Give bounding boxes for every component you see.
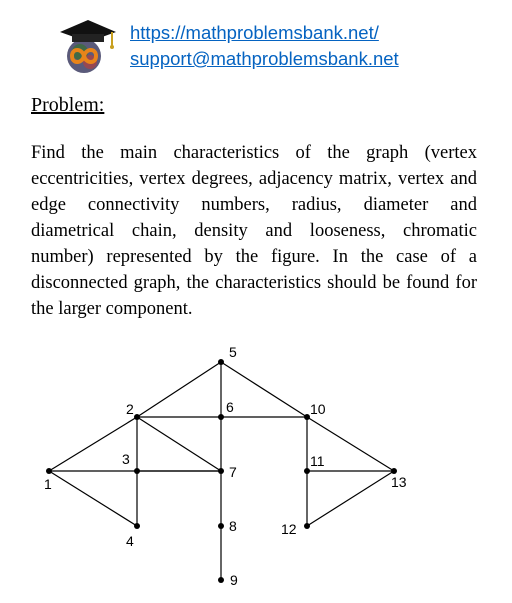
header	[58, 16, 498, 76]
graph-edge-12-13	[307, 471, 394, 526]
graph-vertex-4	[134, 523, 140, 529]
graph-edge-2-5	[137, 362, 221, 417]
graph-edge-5-10	[221, 362, 307, 417]
graph-vertex-6	[218, 414, 224, 420]
graph-vertex-label-10: 10	[310, 401, 326, 417]
graph-figure	[0, 340, 512, 603]
graph-vertex-7	[218, 468, 224, 474]
graph-vertex-label-8: 8	[229, 518, 237, 534]
graph-vertex-label-12: 12	[281, 521, 297, 537]
graph-vertex-1	[46, 468, 52, 474]
graph-vertex-label-3: 3	[122, 451, 130, 467]
graph-vertex-label-5: 5	[229, 344, 237, 360]
graph-vertex-label-2: 2	[126, 401, 134, 417]
website-link[interactable]: https://mathproblemsbank.net/	[130, 22, 379, 43]
graph-vertex-label-4: 4	[126, 533, 134, 549]
graph-vertex-label-1: 1	[44, 476, 52, 492]
graph-vertex-8	[218, 523, 224, 529]
problem-text: Find the main characteristics of the graph (vertex eccentricities, vertex degrees, adjacency matrix, vertex and edge connectivity numbers, radius, diameter and diametrical chain, density and looseness, chromatic number) represented by the figure. In the case of a disconnected graph, the characteristics should be found for the larger component.	[31, 143, 477, 319]
graph-vertex-label-6: 6	[226, 399, 234, 415]
email-link[interactable]: support@mathproblemsbank.net	[130, 48, 399, 69]
graph-vertex-label-11: 11	[310, 453, 325, 469]
problem-heading: Problem:	[31, 94, 105, 116]
graph-vertex-label-9: 9	[230, 572, 238, 588]
graph-vertex-5	[218, 359, 224, 365]
graph-vertex-9	[218, 577, 224, 583]
graph-edge-1-4	[49, 471, 137, 526]
graph-vertex-3	[134, 468, 140, 474]
graph-vertex-label-7: 7	[229, 464, 237, 480]
graph-vertex-12	[304, 523, 310, 529]
graph-vertex-labels	[44, 344, 407, 588]
contact-links	[130, 20, 399, 72]
graduation-cap-infinity-logo-icon	[58, 16, 120, 76]
graph-vertex-2	[134, 414, 140, 420]
graph-edge-2-7	[137, 417, 221, 471]
graph-vertex-label-13: 13	[391, 474, 407, 490]
